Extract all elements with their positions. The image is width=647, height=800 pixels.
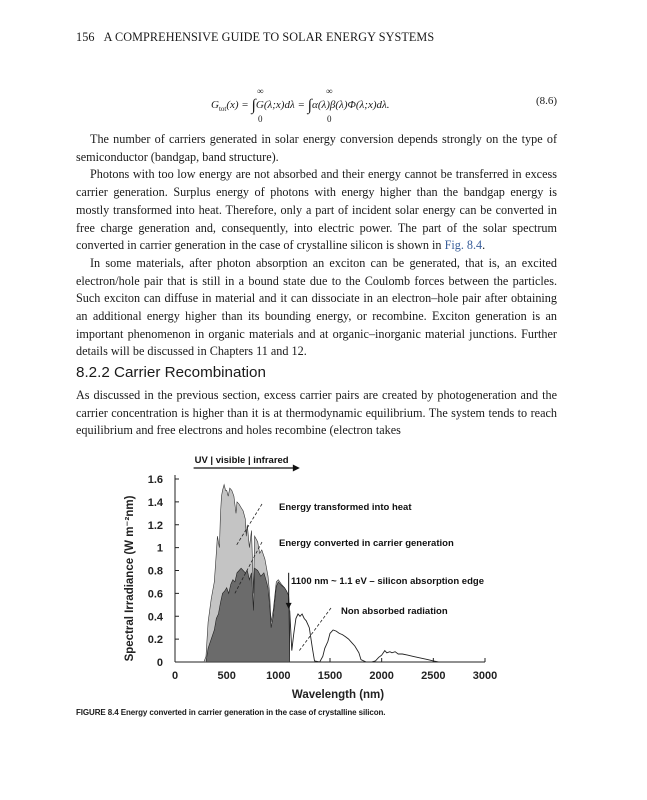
integral-upper-limit: ∞ bbox=[326, 86, 333, 96]
chart-labels bbox=[124, 455, 484, 701]
y-tick-label: 1 bbox=[156, 542, 163, 555]
y-tick-label: 0.4 bbox=[147, 611, 163, 624]
page-number: 156 bbox=[76, 30, 95, 44]
band-arrow-head bbox=[293, 465, 300, 472]
x-axis-label: Wavelength (nm) bbox=[291, 689, 385, 701]
paragraph: As discussed in the previous section, excess carrier pairs are created by photogeneration and the carrier concentration is higher than it is at thermodynamic equilibrium. The system tends to reach equilibrium and free electrons and holes recombine (electron takes bbox=[76, 388, 557, 438]
book-title: A COMPREHENSIVE GUIDE TO SOLAR ENERGY SYSTEMS bbox=[103, 30, 435, 44]
paragraph: The number of carriers generated in solar energy conversion depends strongly on the type of semiconductor (bandgap, band structure). bbox=[76, 132, 557, 164]
integral-lower-limit: 0 bbox=[258, 114, 263, 124]
y-axis-label: Spectral Irradiance (W m⁻²nm) bbox=[124, 495, 136, 662]
annotation-label: Non absorbed radiation bbox=[341, 606, 448, 617]
annotation-label: 1100 nm ~ 1.1 eV – silicon absorption edge bbox=[291, 576, 484, 587]
x-tick-label: 0 bbox=[171, 670, 179, 682]
running-head bbox=[76, 30, 434, 45]
y-tick-label: 0.6 bbox=[147, 588, 163, 601]
body-text-block bbox=[76, 387, 557, 440]
y-tick-label: 0.2 bbox=[147, 634, 163, 647]
y-tick-label: 1.2 bbox=[147, 519, 163, 532]
equation-number: (8.6) bbox=[536, 95, 558, 107]
integral-lower-limit: 0 bbox=[327, 114, 332, 124]
y-tick-label: 1.4 bbox=[147, 496, 163, 509]
figure-caption bbox=[76, 708, 385, 717]
y-tick-label: 0.8 bbox=[147, 565, 163, 578]
x-tick-label: 1500 bbox=[317, 670, 343, 682]
annotation-label: Energy converted in carrier generation bbox=[279, 538, 454, 549]
x-tick-label: 1000 bbox=[266, 670, 291, 682]
integral-upper-limit: ∞ bbox=[257, 86, 264, 96]
y-tick-label: 0 bbox=[156, 657, 163, 669]
y-tick-label: 1.6 bbox=[147, 474, 163, 486]
paragraph-text: Photons with too low energy are not absorbed and their energy cannot be transferred in excess carrier generation. Surplus energy of photons with energy higher than the bandgap energy is mostly transformed into heat. Therefore, only a part of incident solar energy can be converted in free charge generation and, consequently, into electric power. The part of the solar spectrum converted in carrier generation in the case of crystalline silicon is shown in bbox=[76, 167, 557, 253]
section-heading: 8.2.2 Carrier Recombination bbox=[76, 364, 266, 381]
x-tick-label: 2000 bbox=[369, 670, 394, 682]
figure-link[interactable]: Fig. 8.4 bbox=[444, 238, 483, 253]
x-tick-label: 3000 bbox=[472, 670, 498, 682]
non-absorbed-spectrum-line bbox=[290, 611, 485, 663]
paragraph: In some materials, after photon absorption an exciton can be generated, that is, an excited electron/hole pair that is still in a bound state due to the Coulomb forces between the particles. Such exciton can diffuse in material and it can dissociate in an electron–hole pair after obtaining an additional energy higher than its bounding energy, or recombine. Exciton generation is an important phenomenon in organic materials and at organic–inorganic material junctions. Further details will be discussed in Chapters 11 and 12. bbox=[76, 255, 557, 359]
x-tick-label: 2500 bbox=[421, 670, 446, 682]
band-label: UV | visible | infrared bbox=[194, 455, 289, 466]
body-text-block bbox=[76, 131, 557, 361]
annotation-label: Energy transformed into heat bbox=[279, 502, 412, 513]
x-tick-label: 500 bbox=[217, 670, 236, 682]
paragraph: Photons with too low energy are not absorbed and their energy cannot be transferred in excess carrier generation. Surplus energy of photons with energy higher than the bandgap energy is mostly transformed into heat. Therefore, only a part of incident solar energy can be converted in free charge generation and, consequently, into electric power. The part of the solar spectrum converted in carrier generation in the case of crystalline silicon is shown in Fig. 8.4. bbox=[76, 167, 557, 253]
spectrum-chart bbox=[0, 450, 647, 710]
figure bbox=[0, 450, 647, 720]
equation-expression: $G_{tot}(x)$ = ∫G(λ;x)dλ = ∫α(λ)β(λ)Φ(λ;x)dλ. bbox=[211, 97, 390, 114]
figure-caption-label: FIGURE 8.4 bbox=[76, 708, 119, 717]
equation-8-6 bbox=[0, 86, 647, 130]
figure-caption-text: Energy converted in carrier generation in the case of crystalline silicon. bbox=[120, 708, 386, 717]
